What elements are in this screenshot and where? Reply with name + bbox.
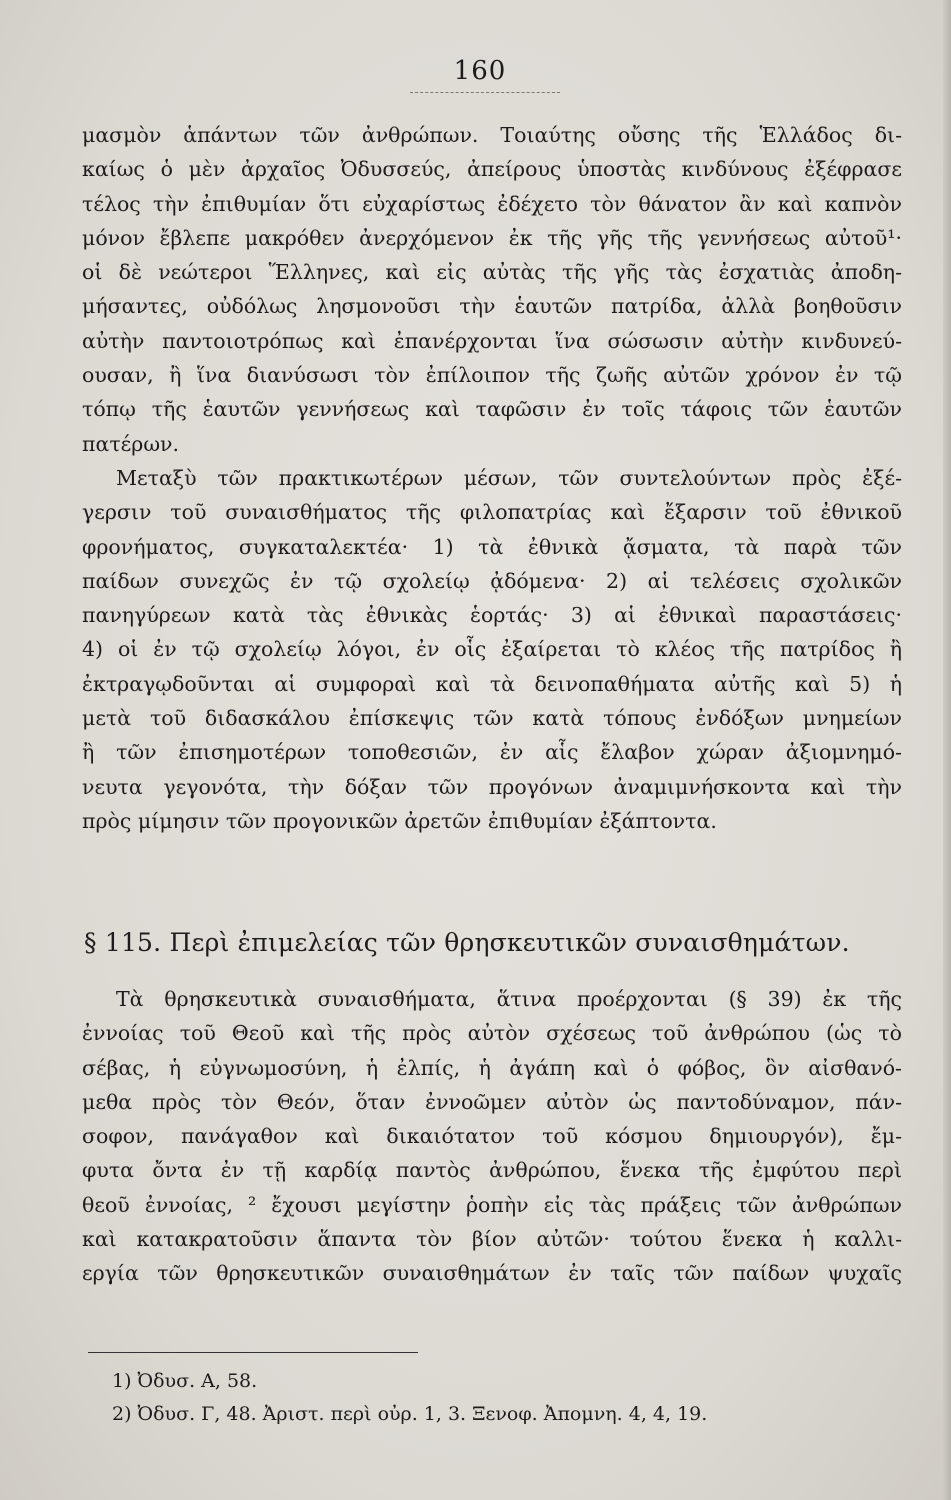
- text-line: παίδων συνεχῶς ἐν τῷ σχολείῳ ᾀδόμενα· 2) αἱ τελέσεις σχολικῶν: [82, 568, 902, 593]
- text-line: αὐτὴν παντοιοτρόπως καὶ ἐπανέρχονται ἵνα σώσωσιν αὐτὴν κινδυνεύ-: [82, 328, 902, 353]
- footnote-2: 2) Ὀδυσ. Γ, 48. Ἀριστ. περὶ οὐρ. 1, 3. Ξενοφ. Ἀπομνη. 4, 4, 19.: [112, 1403, 708, 1425]
- page-number-rule: [410, 92, 560, 93]
- paragraph-1: [82, 118, 902, 461]
- text-line: τόπῳ τῆς ἑαυτῶν γεννήσεως καὶ ταφῶσιν ἐν τοῖς τάφοις τῶν ἑαυτῶν: [82, 397, 902, 422]
- footnote-divider: [88, 1352, 418, 1353]
- text-line: μήσαντες, οὐδόλως λησμονοῦσι τὴν ἑαυτῶν πατρίδα, ἀλλὰ βοηθοῦσιν: [82, 294, 902, 319]
- text-line: Μεταξὺ τῶν πρακτικωτέρων μέσων, τῶν συντελούντων πρὸς ἐξέ-: [116, 465, 902, 490]
- body-text-lower: [82, 982, 902, 1291]
- text-line: πατέρων.: [82, 431, 180, 456]
- section-heading: § 115. Περὶ ἐπιμελείας τῶν θρησκευτικῶν συναισθημάτων.: [84, 928, 850, 957]
- text-line: φρονήματος, συγκαταλεκτέα· 1) τὰ ἐθνικὰ ᾄσματα, τὰ παρὰ τῶν: [82, 534, 902, 559]
- text-line: νευτα γεγονότα, τὴν δόξαν τῶν προγόνων ἀναμιμνήσκοντα καὶ τὴν: [82, 774, 902, 799]
- text-line: τέλος τὴν ἐπιθυμίαν ὅτι εὐχαρίστως ἐδέχετο τὸν θάνατον ἂν καὶ καπνὸν: [82, 191, 902, 216]
- text-line: πανηγύρεων κατὰ τὰς ἐθνικὰς ἑορτάς· 3) αἱ ἐθνικαὶ παραστάσεις·: [82, 603, 902, 628]
- text-line: ουσαν, ἢ ἵνα διανύσωσι τὸν ἐπίλοιπον τῆς ζωῆς αὐτῶν χρόνον ἐν τῷ: [82, 363, 902, 388]
- footnote-1: 1) Ὀδυσ. Α, 58.: [112, 1370, 258, 1392]
- text-line: γερσιν τοῦ συναισθήματος τῆς φιλοπατρίας καὶ ἔξαρσιν τοῦ ἐθνικοῦ: [82, 500, 902, 525]
- text-line: μετὰ τοῦ διδασκάλου ἐπίσκεψις τῶν κατὰ τόπους ἐνδόξων μνημείων: [82, 706, 902, 731]
- text-line: ἐννοίας τοῦ Θεοῦ καὶ τῆς πρὸς αὐτὸν σχέσεως τοῦ ἀνθρώπου (ὡς τὸ: [82, 1021, 902, 1046]
- text-line: μόνον ἔβλεπε μακρόθεν ἀνερχόμενον ἐκ τῆς γῆς τῆς γεννήσεως αὐτοῦ¹·: [82, 225, 902, 250]
- page-edge-shadow: [943, 0, 951, 1500]
- paragraph-3: [82, 982, 902, 1291]
- text-line: θεοῦ ἐννοίας, ² ἔχουσι μεγίστην ῥοπὴν εἰς τὰς πράξεις τῶν ἀνθρώπων: [82, 1192, 902, 1217]
- text-line: ἢ τῶν ἐπισημοτέρων τοποθεσιῶν, ἐν αἷς ἔλαβον χώραν ἀξιομνημό-: [82, 740, 902, 765]
- text-line: Τὰ θρησκευτικὰ συναισθήματα, ἅτινα προέρχονται (§ 39) ἐκ τῆς: [116, 987, 902, 1011]
- text-line: εργία τῶν θρησκευτικῶν συναισθημάτων ἐν ταῖς τῶν παίδων ψυχαῖς: [82, 1261, 902, 1286]
- text-line: σέβας, ἡ εὐγνωμοσύνη, ἡ ἐλπίς, ἡ ἀγάπη καὶ ὁ φόβος, ὃν αἰσθανό-: [82, 1055, 902, 1080]
- text-line: σοφον, πανάγαθον καὶ δικαιότατον τοῦ κόσμου δημιουργόν), ἔμ-: [82, 1124, 902, 1149]
- text-line: πρὸς μίμησιν τῶν προγονικῶν ἀρετῶν ἐπιθυμίαν ἐξάπτοντα.: [82, 808, 717, 833]
- text-line: φυτα ὄντα ἐν τῇ καρδίᾳ παντὸς ἀνθρώπου, ἕνεκα τῆς ἐμφύτου περὶ: [82, 1158, 902, 1183]
- body-text-upper: [82, 118, 902, 838]
- text-line: μεθα πρὸς τὸν Θεόν, ὅταν ἐννοῶμεν αὐτὸν ὡς παντοδύναμον, πάν-: [82, 1089, 902, 1114]
- text-line: μασμὸν ἁπάντων τῶν ἀνθρώπων. Τοιαύτης οὔσης τῆς Ἑλλάδος δι-: [82, 123, 902, 147]
- text-line: καὶ κατακρατοῦσιν ἅπαντα τὸν βίον αὐτῶν· τούτου ἕνεκα ἡ καλλι-: [82, 1227, 902, 1252]
- text-line: οἱ δὲ νεώτεροι Ἕλληνες, καὶ εἰς αὐτὰς τῆς γῆς τὰς ἐσχατιὰς ἀποδη-: [82, 260, 902, 285]
- text-line: καίως ὁ μὲν ἀρχαῖος Ὀδυσσεύς, ἀπείρους ὑποστὰς κινδύνους ἐξέφρασε: [82, 157, 902, 182]
- paragraph-2: [82, 461, 902, 838]
- text-line: 4) οἱ ἐν τῷ σχολείῳ λόγοι, ἐν οἷς ἐξαίρεται τὸ κλέος τῆς πατρίδος ἢ: [82, 637, 902, 662]
- page-number: 160: [453, 56, 507, 86]
- text-line: ἐκτραγῳδοῦνται αἱ συμφοραὶ καὶ τὰ δεινοπαθήματα αὐτῆς καὶ 5) ἡ: [82, 671, 902, 696]
